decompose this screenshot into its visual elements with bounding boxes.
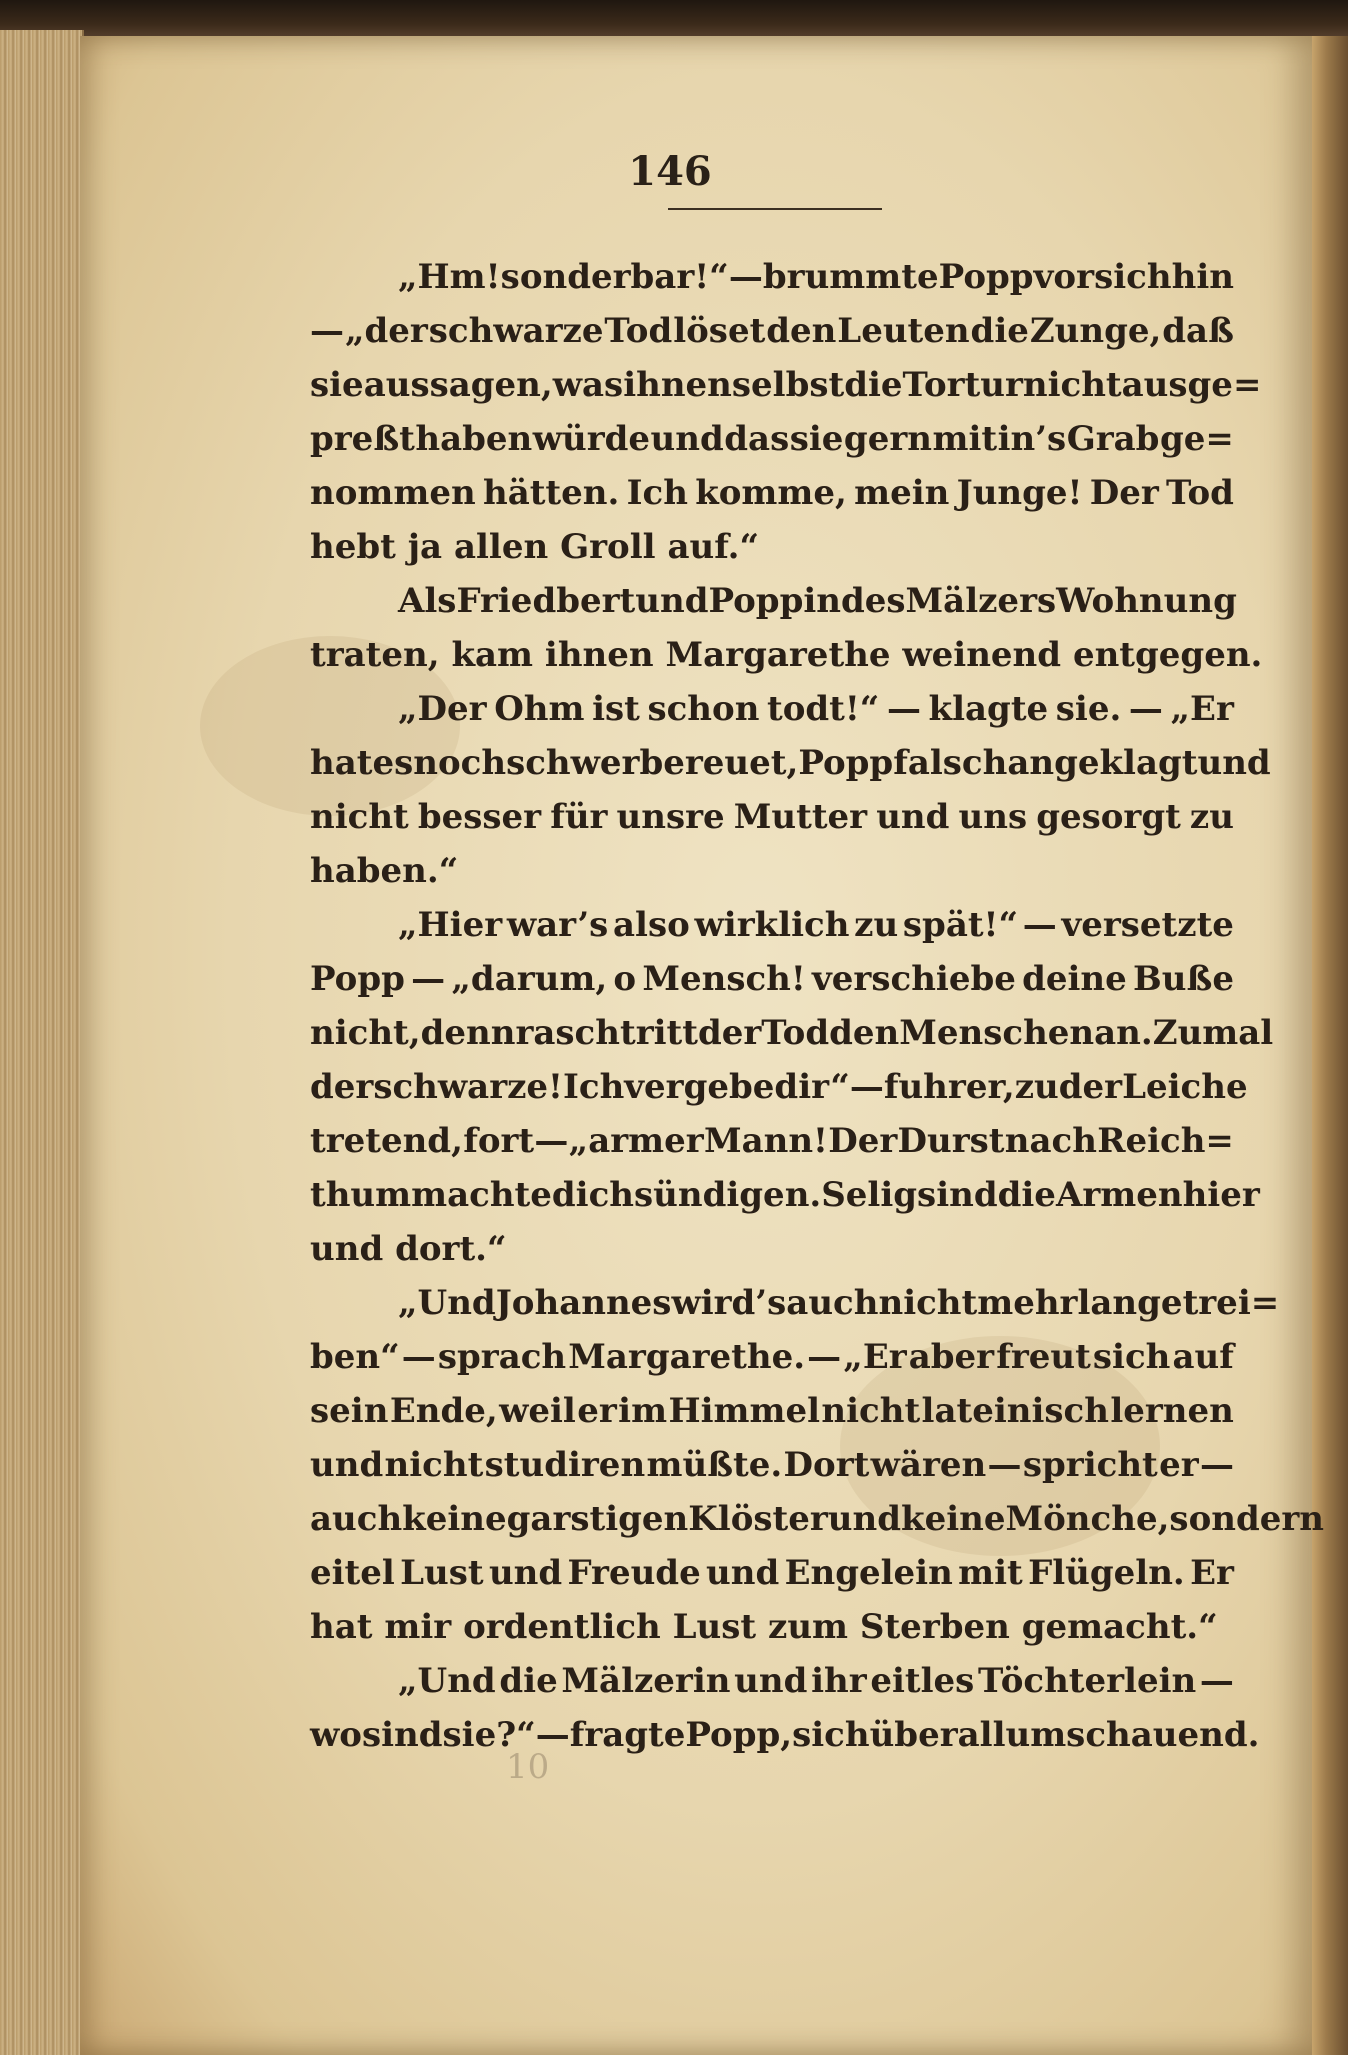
text-line (310, 466, 1234, 520)
word: die (844, 365, 903, 405)
word: — (411, 959, 446, 999)
word: sind (361, 1715, 443, 1755)
word: Mann! (703, 1121, 828, 1161)
word: Himmel (668, 1391, 820, 1431)
word: Johannes (495, 1283, 672, 1323)
word: sondern (1169, 1499, 1324, 1539)
word: vor (1033, 257, 1094, 297)
word: Ende, (389, 1391, 498, 1431)
word: Als (398, 581, 457, 621)
word: Grab (1066, 419, 1160, 459)
word: ge= (1159, 419, 1234, 459)
word: mit (932, 419, 998, 459)
word: er (1159, 1445, 1199, 1485)
word: — (310, 311, 344, 351)
word: Margarethe. (568, 1337, 806, 1377)
word: und (488, 1553, 563, 1593)
word: Lust (672, 1607, 757, 1647)
word: hätten. (482, 473, 620, 513)
word: weil (499, 1391, 576, 1431)
page-text-body (310, 250, 1324, 1762)
word: schwarze! (373, 1067, 563, 1107)
word: es (372, 743, 414, 783)
word: „Hm! (398, 257, 501, 297)
word: allen (453, 527, 549, 567)
word: Zunge, (1029, 311, 1162, 351)
word: zu (854, 905, 899, 945)
word: besser (417, 797, 542, 837)
word: lateinisch (921, 1391, 1109, 1431)
word: haben.“ (310, 851, 459, 891)
word: Flügeln. (1028, 1553, 1185, 1593)
word: hat (310, 1607, 373, 1647)
word: Ich (562, 1067, 625, 1107)
word: überall (869, 1715, 1006, 1755)
word: im (618, 1391, 668, 1431)
word: ausge= (1121, 365, 1262, 405)
word: Leuten (837, 311, 970, 351)
word: falsch (893, 743, 1008, 783)
word: auf (1172, 1337, 1234, 1377)
text-line (310, 790, 1234, 844)
word: nicht (1022, 365, 1122, 405)
word: mit (958, 1553, 1023, 1593)
word: Selig (821, 1175, 918, 1215)
word: Tod (604, 311, 673, 351)
word: lernen (1110, 1391, 1234, 1431)
word: und (310, 1229, 384, 1269)
word: spricht (1022, 1445, 1158, 1485)
word: lange (1077, 1283, 1183, 1323)
word: ist (592, 689, 640, 729)
word: angeklagt (1007, 743, 1198, 783)
word: denn (420, 1013, 516, 1053)
word: Menschen (899, 1013, 1095, 1053)
word: und (734, 1661, 808, 1701)
book-spine-edge (1312, 36, 1348, 2055)
text-line (310, 574, 1237, 628)
word: die (499, 1661, 558, 1701)
word: schwer (506, 743, 640, 783)
word: Popp (310, 959, 405, 999)
word: Ich (626, 473, 688, 513)
word: in’s (997, 419, 1067, 459)
word: sonderbar!“ (500, 257, 729, 297)
word: Reich= (1097, 1121, 1234, 1161)
word: ihnen (544, 635, 654, 675)
word: Armen (1055, 1175, 1183, 1215)
word: — (849, 1067, 884, 1107)
word: daß (1162, 311, 1234, 351)
word: und (827, 1499, 902, 1539)
word: trei= (1182, 1283, 1280, 1323)
text-line (310, 1168, 1260, 1222)
book-cover-top (0, 0, 1348, 40)
word: rasch (515, 1013, 620, 1053)
word: — (1128, 689, 1163, 729)
word: Ohm (494, 689, 585, 729)
word: fort (463, 1121, 535, 1161)
word: „darum, (451, 959, 608, 999)
word: „Und (398, 1283, 496, 1323)
word: der (310, 1067, 374, 1107)
text-line (310, 1060, 1248, 1114)
word: noch (413, 743, 507, 783)
word: zu (1189, 797, 1234, 837)
word: brummte (762, 257, 939, 297)
word: — (1199, 1445, 1234, 1485)
word: hin (1171, 257, 1234, 297)
word: und (876, 797, 950, 837)
word: ihnen (623, 365, 732, 405)
word: „Und (398, 1661, 496, 1701)
word: und (650, 419, 724, 459)
word: Groll (560, 527, 656, 567)
word: an. (1094, 1013, 1153, 1053)
word: er, (965, 1067, 1015, 1107)
word: und (635, 581, 709, 621)
word: eitles (870, 1661, 975, 1701)
word: Engelein (784, 1553, 953, 1593)
word: auch (786, 1283, 879, 1323)
text-line (310, 1384, 1234, 1438)
word: Mälzers (905, 581, 1057, 621)
word: „Hier (398, 905, 503, 945)
word: gemacht.“ (1021, 1607, 1218, 1647)
page-number: 146 (628, 148, 712, 195)
word: tritt (619, 1013, 698, 1053)
text-line (310, 682, 1234, 736)
word: Dort (783, 1445, 870, 1485)
word: auf.“ (667, 527, 759, 567)
word: garstigen (506, 1499, 689, 1539)
word: ordentlich (463, 1607, 661, 1647)
word: zu (1014, 1067, 1059, 1107)
word: ben“ (310, 1337, 400, 1377)
text-line (310, 1708, 1260, 1762)
word: sie (310, 365, 364, 405)
text-line (310, 1600, 1234, 1654)
word: sprach (437, 1337, 567, 1377)
word: den (766, 311, 837, 351)
word: mein (854, 473, 950, 513)
word: dir“ (774, 1067, 850, 1107)
word: nicht, (310, 1013, 421, 1053)
word: hat (310, 743, 373, 783)
word: Lust (400, 1553, 484, 1593)
word: uns (958, 797, 1028, 837)
word: sündigen. (634, 1175, 822, 1215)
word: Der (828, 1121, 898, 1161)
word: Mutter (733, 797, 868, 837)
word: schwarze (428, 311, 604, 351)
word: vergebe (624, 1067, 775, 1107)
word: gesorgt (1036, 797, 1181, 837)
word: Popp (938, 257, 1034, 297)
word: sich (1092, 1337, 1171, 1377)
word: Tortur (902, 365, 1023, 405)
word: aussagen, (363, 365, 553, 405)
printer-signature-mark: 10 (506, 1747, 550, 1787)
text-line (310, 1438, 1234, 1492)
word: weinend (902, 635, 1062, 675)
word: der (1058, 1067, 1123, 1107)
word: sind (917, 1175, 998, 1215)
word: müßte. (646, 1445, 783, 1485)
word: hebt (310, 527, 396, 567)
word: die (970, 311, 1029, 351)
word: spät!“ (902, 905, 1019, 945)
text-line (310, 304, 1234, 358)
word: studiren (484, 1445, 646, 1485)
word: todt!“ (767, 689, 880, 729)
word: Zumal (1152, 1013, 1274, 1053)
word: Mälzerin (561, 1661, 731, 1701)
text-line (310, 1492, 1324, 1546)
word: sich (1094, 257, 1172, 297)
word: und (1197, 743, 1271, 783)
word: „Er (843, 1337, 907, 1377)
word: Wohnung (1056, 581, 1237, 621)
word: traten, (310, 635, 440, 675)
word: — (987, 1445, 1022, 1485)
word: — (534, 1121, 569, 1161)
word: ja (407, 527, 443, 567)
word: Sterben (859, 1607, 1010, 1647)
word: keine (402, 1499, 507, 1539)
word: hier (1182, 1175, 1260, 1215)
word: freut (996, 1337, 1091, 1377)
word: auch (310, 1499, 403, 1539)
word: schon (647, 689, 760, 729)
word: sein (310, 1391, 389, 1431)
word: würde (532, 419, 651, 459)
text-line (310, 844, 1234, 898)
word: den (829, 1013, 900, 1053)
text-line (310, 1114, 1234, 1168)
word: Tod (1166, 473, 1234, 513)
word: dort.“ (395, 1229, 507, 1269)
word: wird’s (671, 1283, 787, 1323)
word: klagte (928, 689, 1049, 729)
word: Er (1190, 1553, 1234, 1593)
word: ihr (811, 1661, 867, 1701)
text-line (310, 520, 1234, 574)
word: sie. (1055, 689, 1122, 729)
word: war’s (506, 905, 609, 945)
text-line (310, 1330, 1234, 1384)
word: deine (1022, 959, 1127, 999)
word: also (613, 905, 690, 945)
text-line (310, 1276, 1280, 1330)
word: nommen (310, 473, 476, 513)
word: unsre (616, 797, 725, 837)
word: wirklich (694, 905, 850, 945)
word: in (803, 581, 841, 621)
word: komme, (695, 473, 847, 513)
word: — (886, 689, 921, 729)
word: kam (451, 635, 534, 675)
text-line (310, 1654, 1234, 1708)
word: „armer (568, 1121, 704, 1161)
text-line (310, 628, 1263, 682)
word: er (577, 1391, 617, 1431)
word: des (841, 581, 906, 621)
word: thum (310, 1175, 412, 1215)
word: eitel (310, 1553, 395, 1593)
word: für (550, 797, 608, 837)
word: aber (908, 1337, 995, 1377)
word: der (697, 1013, 762, 1053)
text-line (310, 250, 1234, 304)
word: Mönche, (1005, 1499, 1170, 1539)
word: o (613, 959, 637, 999)
word: nicht (310, 797, 409, 837)
word: — (807, 1337, 842, 1377)
word: sie?“ (442, 1715, 536, 1755)
text-line (310, 1546, 1234, 1600)
word: selbst (731, 365, 845, 405)
word: versetzte (1061, 905, 1234, 945)
word: nicht (878, 1283, 978, 1323)
word: Popp, (685, 1715, 793, 1755)
word: sie (789, 419, 844, 459)
word: nicht (821, 1391, 921, 1431)
word: Freude (567, 1553, 701, 1593)
word: mir (384, 1607, 452, 1647)
text-line (310, 952, 1234, 1006)
word: Margarethe (665, 635, 891, 675)
word: gern (843, 419, 932, 459)
word: Tod (761, 1013, 830, 1053)
word: Popp (798, 743, 894, 783)
word: verschiebe (812, 959, 1016, 999)
word: umschauend. (1005, 1715, 1260, 1755)
word: fragte (569, 1715, 686, 1755)
word: „Der (398, 689, 487, 729)
word: — (401, 1337, 436, 1377)
word: sich (792, 1715, 870, 1755)
word: nach (1004, 1121, 1097, 1161)
word: keine (901, 1499, 1006, 1539)
word: was (552, 365, 624, 405)
word: Buße (1133, 959, 1234, 999)
page-edges (0, 30, 84, 2055)
text-line (310, 1006, 1274, 1060)
word: — (1022, 905, 1057, 945)
word: — (1199, 1661, 1234, 1701)
word: Mensch! (642, 959, 806, 999)
word: — (535, 1715, 570, 1755)
text-line (310, 412, 1234, 466)
word: fuhr (883, 1067, 966, 1107)
word: „der (344, 311, 428, 351)
word: tretend, (310, 1121, 463, 1161)
word: „Er (1170, 689, 1234, 729)
word: — (728, 257, 763, 297)
word: Klöster (688, 1499, 828, 1539)
word: zum (768, 1607, 849, 1647)
word: nicht (384, 1445, 484, 1485)
word: das (724, 419, 790, 459)
word: Junge! (956, 473, 1083, 513)
word: Popp (708, 581, 804, 621)
word: die (997, 1175, 1056, 1215)
page-number-rule (668, 208, 882, 210)
text-line (310, 358, 1262, 412)
word: und (310, 1445, 384, 1485)
word: wären (870, 1445, 987, 1485)
word: mehr (977, 1283, 1078, 1323)
text-line (310, 898, 1234, 952)
text-line (310, 1222, 1234, 1276)
word: dich (551, 1175, 635, 1215)
word: Der (1089, 473, 1159, 513)
word: Leiche (1122, 1067, 1248, 1107)
text-line (310, 736, 1271, 790)
word: Durst (897, 1121, 1005, 1161)
word: entgegen. (1072, 635, 1263, 675)
word: bereuet, (639, 743, 799, 783)
word: preßt (310, 419, 415, 459)
word: haben (415, 419, 533, 459)
word: Friedbert (456, 581, 636, 621)
word: Töchterlein (977, 1661, 1197, 1701)
word: löset (673, 311, 766, 351)
word: wo (310, 1715, 362, 1755)
word: und (706, 1553, 780, 1593)
word: machte (411, 1175, 552, 1215)
